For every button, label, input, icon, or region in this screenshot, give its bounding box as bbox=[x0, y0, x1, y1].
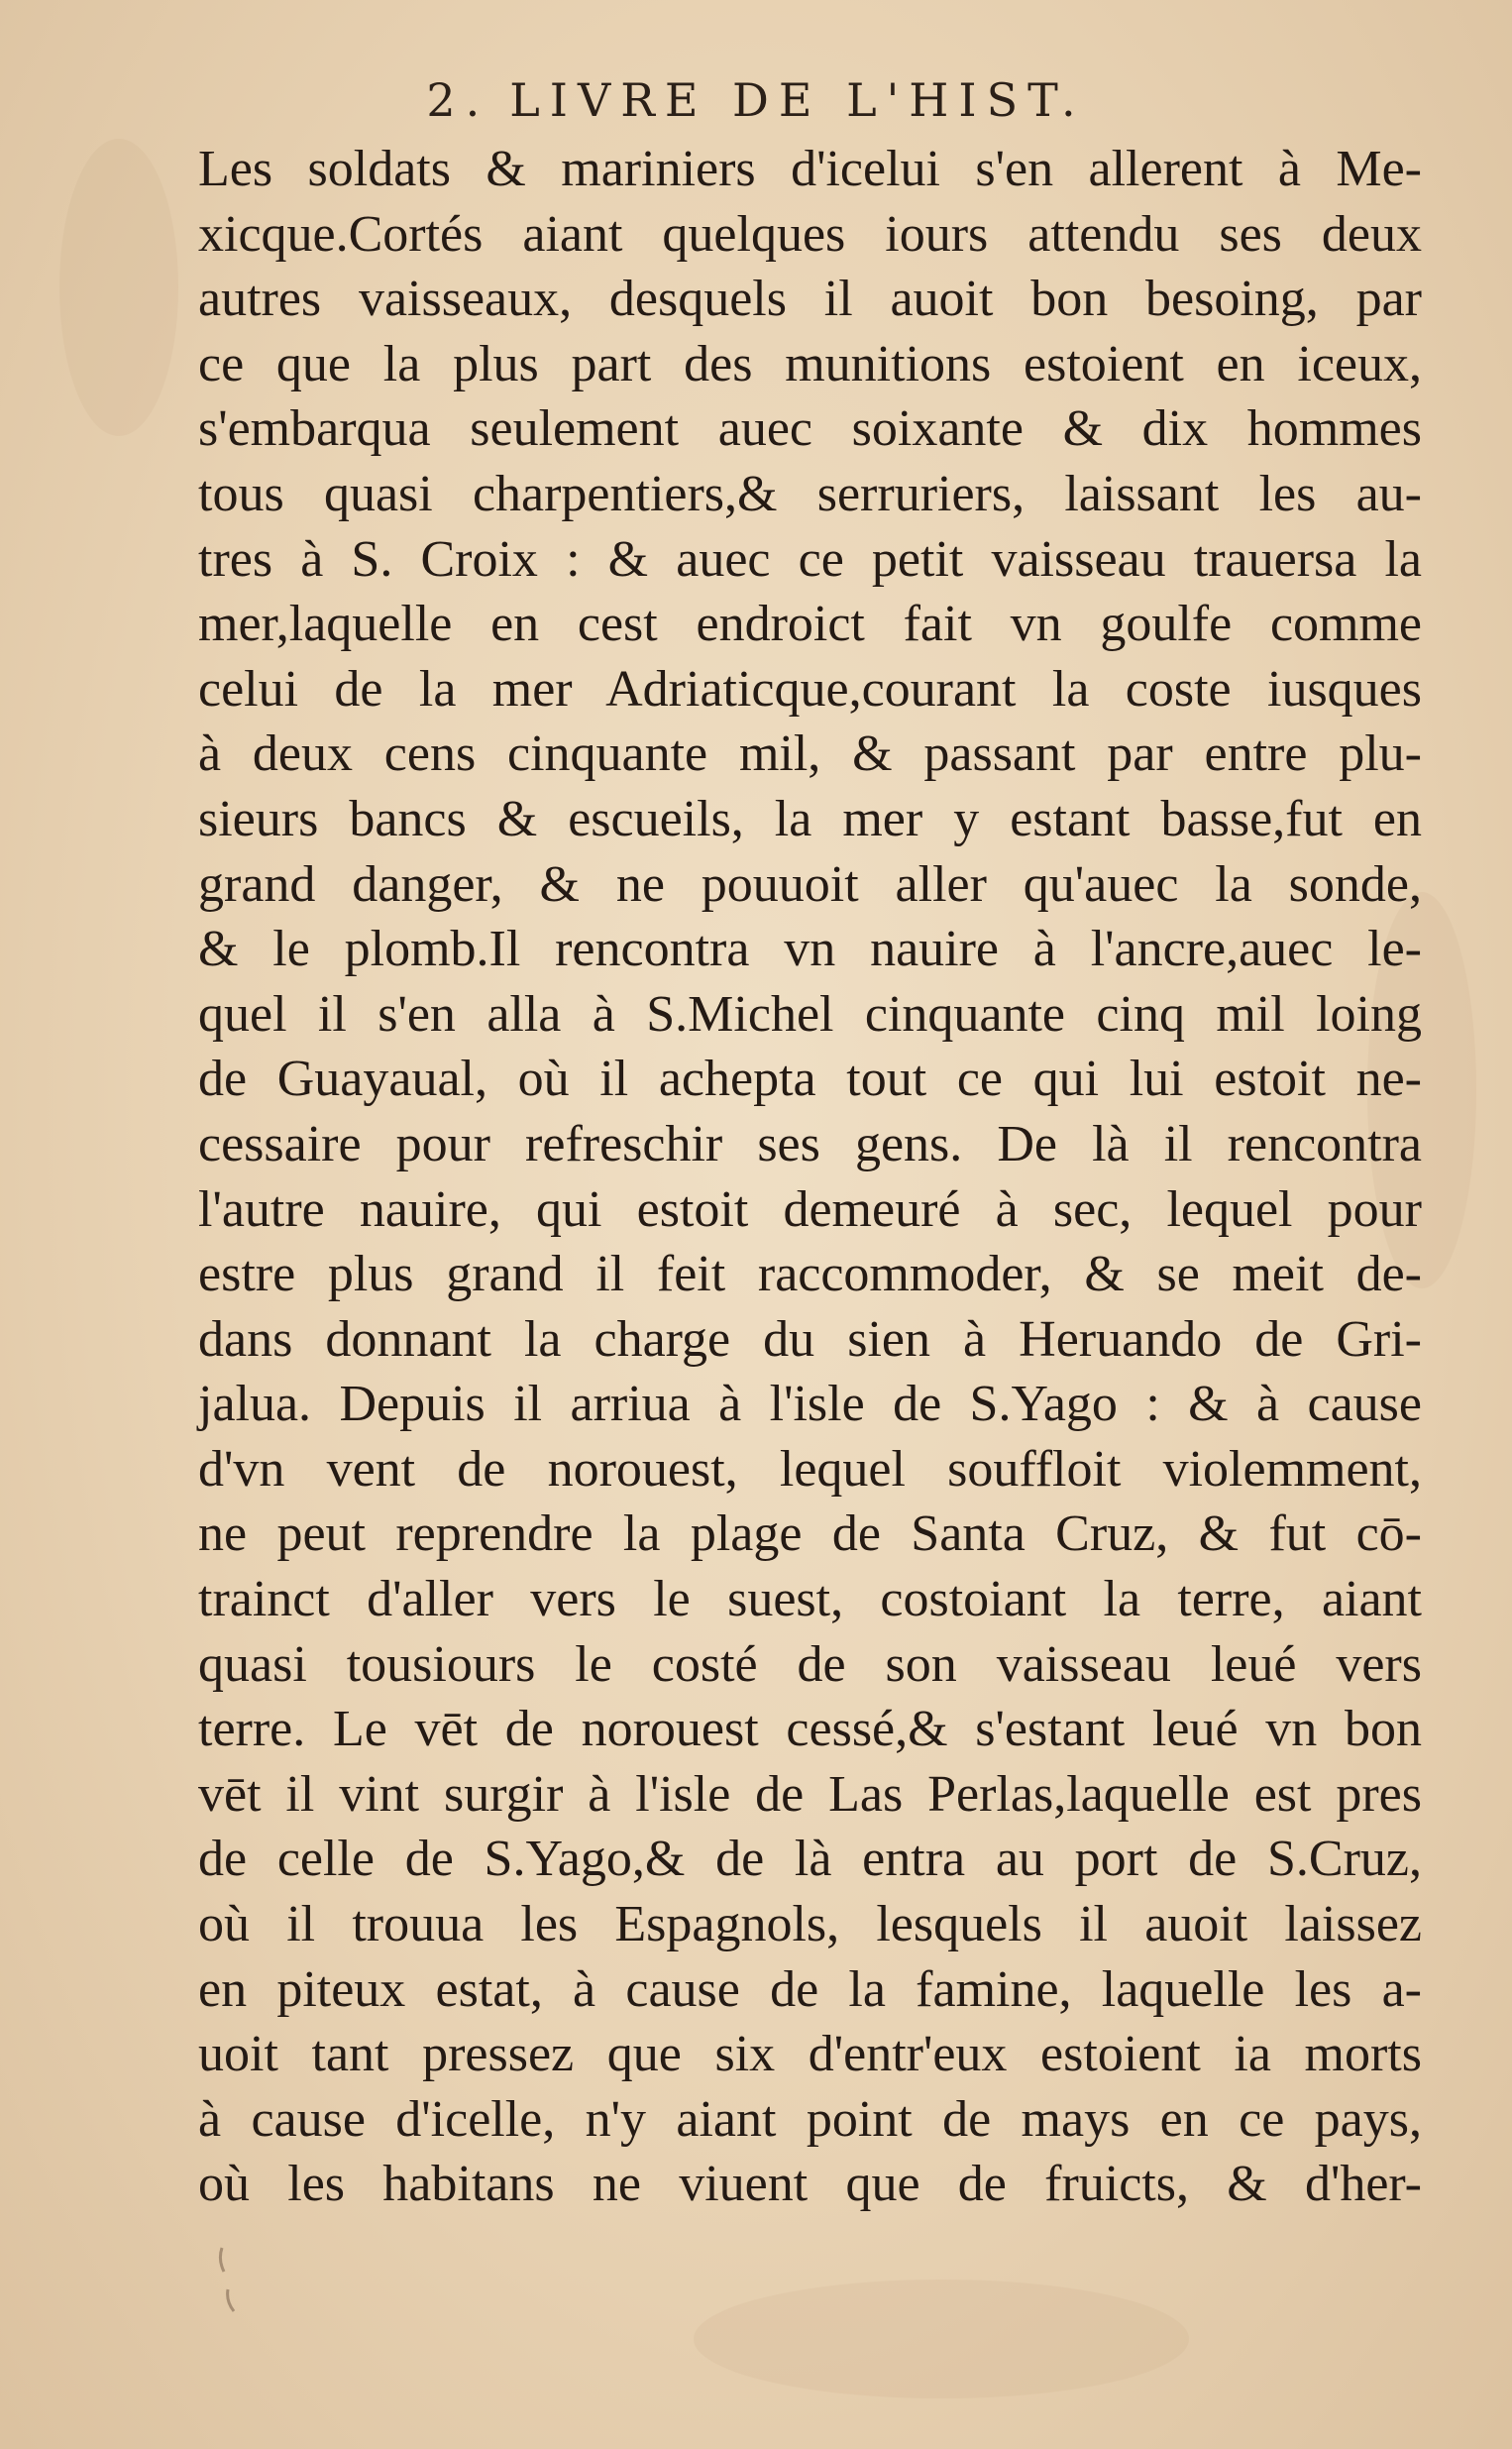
body-text bbox=[198, 137, 1422, 2217]
text-line: estre plus grand il feit raccommoder, & se meit de- bbox=[198, 1246, 1422, 1303]
text-line: de celle de S.Yago,& de là entra au port de S.Cruz, bbox=[198, 1831, 1422, 1888]
text-line: Les soldats & mariniers d'icelui s'en allerent à Me- bbox=[198, 141, 1422, 197]
paper-stain bbox=[59, 139, 178, 436]
text-line: mer,laquelle en cest endroict fait vn goulfe comme bbox=[198, 596, 1422, 653]
text-line: xicque.Cortés aiant quelques iours attendu ses deux bbox=[198, 205, 1422, 263]
text-line: tous quasi charpentiers,& serruriers, laissant les au- bbox=[198, 465, 1422, 522]
text-line: ce que la plus part des munitions estoient en iceux, bbox=[198, 335, 1422, 392]
text-line: autres vaisseaux, desquels il auoit bon besoing, par bbox=[198, 271, 1422, 328]
text-line: cessaire pour refreschir ses gens. De là il rencontra bbox=[198, 1115, 1422, 1172]
text-line: & le plomb.Il rencontra vn nauire à l'ancre,auec le- bbox=[198, 921, 1422, 978]
text-line: en piteux estat, à cause de la famine, laquelle les a- bbox=[198, 1960, 1422, 2018]
text-line: celui de la mer Adriaticque,courant la coste iusques bbox=[198, 660, 1422, 718]
text-line: tres à S. Croix : & auec ce petit vaisseau trauersa la bbox=[198, 530, 1422, 588]
text-line: grand danger, & ne pouuoit aller qu'auec la sonde, bbox=[198, 855, 1422, 913]
text-line: trainct d'aller vers le suest, costoiant la terre, aiant bbox=[198, 1571, 1422, 1628]
text-line: ne peut reprendre la plage de Santa Cruz, & fut cō- bbox=[198, 1505, 1422, 1563]
text-line: à cause d'icelle, n'y aiant point de mays en ce pays, bbox=[198, 2090, 1422, 2148]
text-line: quel il s'en alla à S.Michel cinquante cinq mil loing bbox=[198, 985, 1422, 1043]
text-line: dans donnant la charge du sien à Heruando de Gri- bbox=[198, 1310, 1422, 1368]
text-line: vēt il vint surgir à l'isle de Las Perlas,laquelle est pres bbox=[198, 1765, 1422, 1823]
text-line: uoit tant pressez que six d'entr'eux estoient ia morts bbox=[198, 2026, 1422, 2083]
running-head bbox=[0, 73, 1512, 127]
text-line: où les habitans ne viuent que de fruicts, & d'her- bbox=[198, 2156, 1422, 2213]
text-line: l'autre nauire, qui estoit demeuré à sec, lequel pour bbox=[198, 1180, 1422, 1238]
text-line: quasi tousiours le costé de son vaisseau leué vers bbox=[198, 1635, 1422, 1693]
text-line: où il trouua les Espagnols, lesquels il auoit laissez bbox=[198, 1896, 1422, 1953]
text-line: terre. Le vēt de norouest cessé,& s'estant leué vn bon bbox=[198, 1701, 1422, 1758]
text-line: d'vn vent de norouest, lequel souffloit violemment, bbox=[198, 1440, 1422, 1498]
running-title: LIVRE DE L'HIST. bbox=[509, 73, 1086, 127]
text-line: de Guayaual, où il achepta tout ce qui lui estoit ne- bbox=[198, 1051, 1422, 1108]
paper-stain bbox=[694, 2280, 1189, 2398]
folio-number: 2. bbox=[426, 73, 490, 127]
text-line: s'embarqua seulement auec soixante & dix hommes bbox=[198, 400, 1422, 458]
margin-mark bbox=[210, 2240, 250, 2319]
text-line: à deux cens cinquante mil, & passant par entre plu- bbox=[198, 725, 1422, 783]
text-line: jalua. Depuis il arriua à l'isle de S.Yago : & à cause bbox=[198, 1376, 1422, 1433]
text-line: sieurs bancs & escueils, la mer y estant basse,fut en bbox=[198, 790, 1422, 847]
